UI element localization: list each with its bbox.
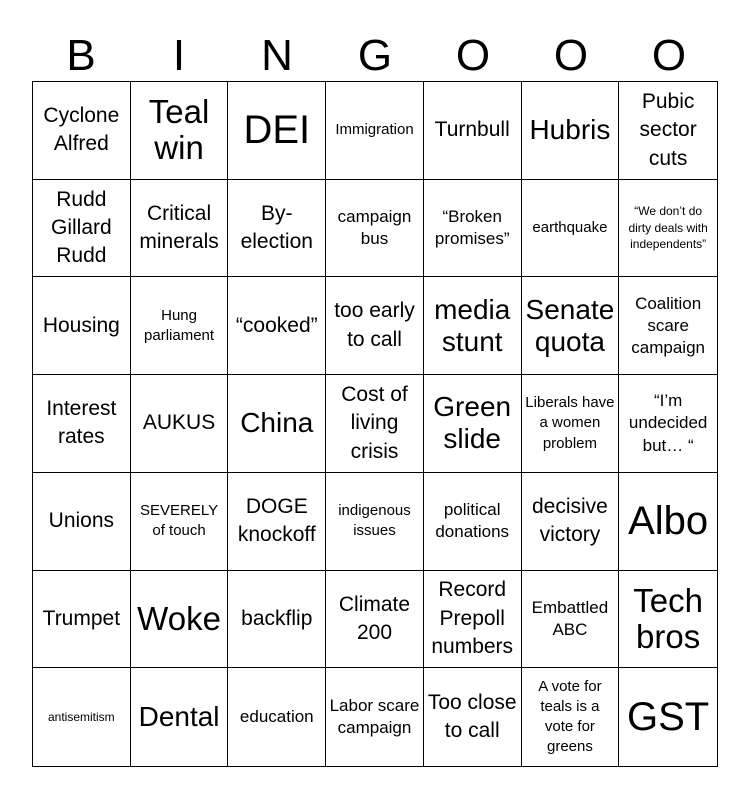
bingo-cell[interactable]: media stunt	[424, 277, 522, 375]
bingo-cell[interactable]: “cooked”	[228, 277, 326, 375]
bingo-cell[interactable]: Unions	[33, 473, 131, 571]
bingo-cell[interactable]: “Broken promises”	[424, 180, 522, 278]
bingo-cell[interactable]: “We don’t do dirty deals with independents”	[619, 180, 717, 278]
bingo-cell[interactable]: GST	[627, 695, 710, 740]
bingo-cell[interactable]: DOGE knockoff	[228, 473, 326, 571]
bingo-cell[interactable]: Coalition scare campaign	[619, 277, 717, 375]
bingo-cell[interactable]: Interest rates	[33, 375, 131, 473]
bingo-cell[interactable]: backflip	[228, 571, 326, 669]
bingo-cell[interactable]: Albo	[619, 473, 717, 571]
bingo-cell[interactable]: political donations	[424, 473, 522, 571]
bingo-cell[interactable]: Woke	[131, 571, 229, 669]
header-letter-i: I	[172, 31, 186, 80]
bingo-cell[interactable]: campaign bus	[326, 180, 424, 278]
bingo-cell[interactable]: Embattled ABC	[522, 571, 620, 669]
bingo-cell[interactable]: Rudd Gillard Rudd	[33, 180, 131, 278]
bingo-cell[interactable]: decisive victory	[522, 473, 620, 571]
bingo-cell[interactable]: China	[228, 375, 326, 473]
bingo-cell[interactable]: Cost of living crisis	[326, 375, 424, 473]
bingo-cell[interactable]: Housing	[33, 277, 131, 375]
bingo-cell[interactable]: AUKUS	[131, 375, 229, 473]
header-letter-o-2: O	[553, 31, 589, 80]
bingo-cell[interactable]: Liberals have a women problem	[522, 375, 620, 473]
bingo-cell[interactable]: Immigration	[326, 82, 424, 180]
bingo-cell[interactable]: Dental	[131, 668, 229, 766]
bingo-cell[interactable]: Climate 200	[326, 571, 424, 669]
bingo-cell[interactable]: DEI	[228, 82, 326, 180]
bingo-cell[interactable]: By-election	[228, 180, 326, 278]
header-letter-n: N	[261, 31, 293, 80]
bingo-cell[interactable]: Green slide	[424, 375, 522, 473]
header-letter-o-3: O	[651, 31, 687, 80]
bingo-cell[interactable]: Teal win	[131, 82, 229, 180]
header-letter-o-1: O	[455, 31, 491, 80]
bingo-cell[interactable]: Senate quota	[522, 277, 620, 375]
bingo-cell[interactable]: A vote for teals is a vote for greens	[522, 668, 620, 766]
bingo-cell[interactable]: Critical minerals	[131, 180, 229, 278]
bingo-cell[interactable]: Turnbull	[424, 82, 522, 180]
bingo-cell[interactable]: antisemitism	[33, 668, 131, 766]
bingo-header	[32, 30, 718, 82]
bingo-cell[interactable]: Cyclone Alfred	[33, 82, 131, 180]
bingo-cell[interactable]: Hung parliament	[131, 277, 229, 375]
bingo-grid	[32, 81, 718, 767]
bingo-cell[interactable]: Labor scare campaign	[326, 668, 424, 766]
bingo-cell[interactable]: Record Prepoll numbers	[424, 571, 522, 669]
bingo-cell[interactable]: Too close to call	[424, 668, 522, 766]
bingo-cell[interactable]: too early to call	[326, 277, 424, 375]
bingo-cell[interactable]: Hubris	[522, 82, 620, 180]
bingo-cell[interactable]: earthquake	[522, 180, 620, 278]
bingo-cell[interactable]: Trumpet	[33, 571, 131, 669]
header-letter-g: G	[357, 31, 393, 80]
header-letter-b: B	[66, 31, 96, 80]
bingo-cell[interactable]: education	[228, 668, 326, 766]
bingo-cell[interactable]: Tech bros	[619, 571, 717, 669]
bingo-cell[interactable]: SEVERELY of touch	[131, 473, 229, 571]
bingo-cell[interactable]: Pubic sector cuts	[619, 82, 717, 180]
bingo-cell[interactable]: indigenous issues	[326, 473, 424, 571]
bingo-cell[interactable]: “I’m undecided but… “	[619, 375, 717, 473]
